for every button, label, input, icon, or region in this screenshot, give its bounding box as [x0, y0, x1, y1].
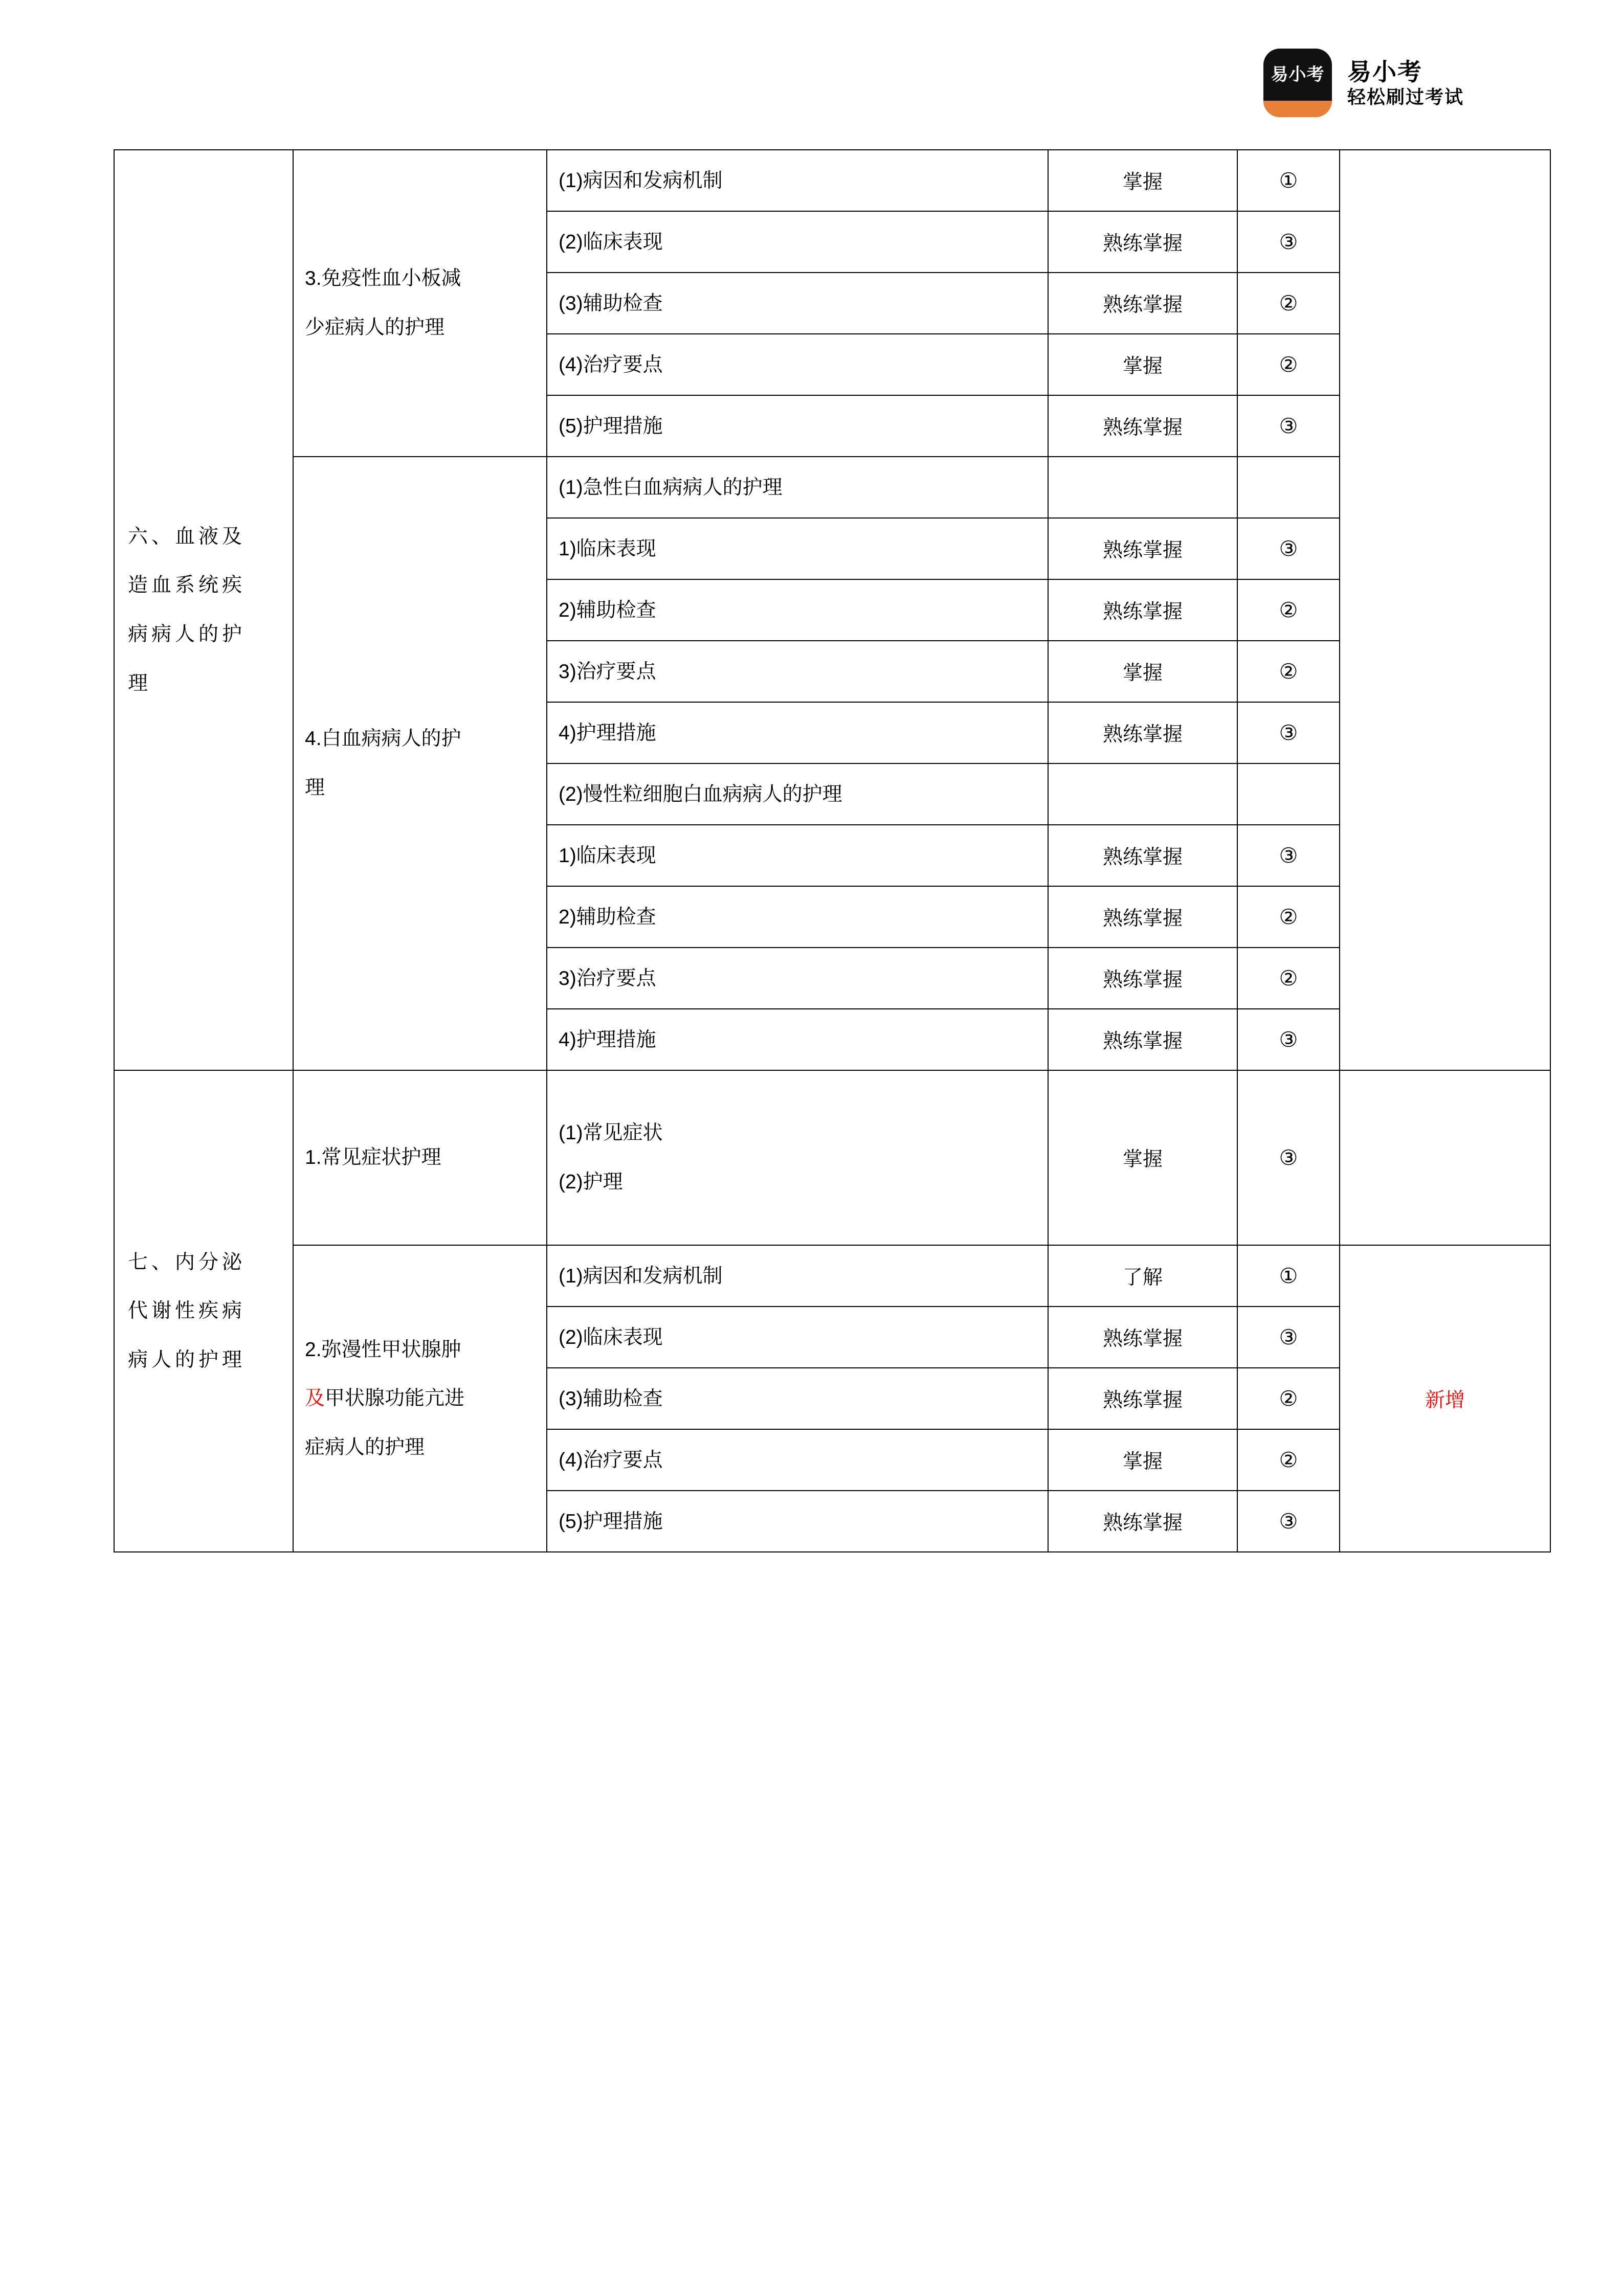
num-cell: [1237, 579, 1340, 641]
level-label: 掌握: [1122, 662, 1163, 684]
level-label: 熟练掌握: [1102, 724, 1183, 746]
level-label: 熟练掌握: [1102, 539, 1183, 561]
item-label: (2)临床表现: [559, 1326, 663, 1348]
level-label: 掌握: [1122, 1451, 1163, 1473]
num-cell: [1237, 1245, 1340, 1307]
note-badge-new: 新增: [1425, 1389, 1465, 1411]
item-label: (4)治疗要点: [559, 353, 663, 376]
item-cell: [547, 334, 1048, 395]
item-cell: [547, 395, 1048, 457]
level-cell: [1048, 518, 1237, 579]
level-cell: [1048, 1070, 1237, 1245]
num-cell: [1237, 1491, 1340, 1552]
brand-wordmark: [1347, 60, 1464, 106]
num-label: ②: [1279, 905, 1298, 929]
syllabus-table: [114, 149, 1551, 1552]
section-thyroid-line-3: 症病人的护理: [305, 1436, 425, 1458]
level-label: 熟练掌握: [1102, 601, 1183, 623]
num-label: ①: [1279, 1264, 1298, 1288]
chapter-seven-line-2: 代谢性疾病: [128, 1300, 246, 1322]
level-label: 熟练掌握: [1102, 1328, 1183, 1350]
section-itp-line-1: 3.免疫性血小板减: [305, 267, 461, 290]
num-label: ③: [1279, 414, 1298, 438]
level-label: 熟练掌握: [1102, 417, 1183, 439]
brand-name: 易小考: [1347, 58, 1422, 85]
level-label: 掌握: [1122, 171, 1163, 193]
note-cell-thyroid: [1340, 1245, 1550, 1552]
brand-slogan: 轻松刷过考试: [1347, 86, 1464, 107]
num-cell: [1237, 1429, 1340, 1491]
num-label: ①: [1279, 169, 1298, 192]
section-cell-thyroid: [293, 1245, 547, 1552]
num-label: ③: [1279, 230, 1298, 254]
section-cell-common-symptom: [293, 1070, 547, 1245]
table-row: [114, 1245, 1550, 1307]
level-cell: [1048, 641, 1237, 702]
chapter-six-line-1: 六、血液及: [128, 525, 246, 548]
level-label: 熟练掌握: [1102, 1030, 1183, 1052]
item-label: 3)治疗要点: [559, 967, 656, 989]
item-cell: [547, 1368, 1048, 1429]
item-label: 4)护理措施: [559, 1028, 656, 1051]
chapter-seven-line-1: 七、内分泌: [128, 1251, 246, 1273]
level-cell: [1048, 825, 1237, 886]
level-label: 熟练掌握: [1102, 846, 1183, 868]
num-cell: [1237, 334, 1340, 395]
subheader-cell: [547, 457, 1048, 518]
subheader-cell: [547, 763, 1048, 825]
level-label: 熟练掌握: [1102, 908, 1183, 930]
num-label: ②: [1279, 966, 1298, 990]
num-label: ③: [1279, 537, 1298, 560]
num-cell: [1237, 886, 1340, 948]
num-cell: [1237, 1368, 1340, 1429]
num-label: ③: [1279, 721, 1298, 745]
num-label: ③: [1279, 1510, 1298, 1533]
level-cell: [1048, 457, 1237, 518]
section-common-symptom-lines: [294, 1133, 546, 1182]
level-label: 熟练掌握: [1102, 1512, 1183, 1534]
brand-logo-text: 易小考: [1271, 65, 1325, 84]
item-label: (2)护理: [559, 1171, 623, 1193]
num-label: ③: [1279, 1146, 1298, 1169]
item-label: (2)临床表现: [559, 231, 663, 253]
level-cell: [1048, 1307, 1237, 1368]
num-cell: [1237, 702, 1340, 763]
level-cell: [1048, 395, 1237, 457]
level-cell: [1048, 948, 1237, 1009]
section-common-symptom-line-1: 1.常见症状护理: [305, 1146, 441, 1169]
table-row: [114, 150, 1550, 211]
level-cell: [1048, 763, 1237, 825]
num-cell: [1237, 641, 1340, 702]
item-cell: [547, 579, 1048, 641]
level-cell: [1048, 211, 1237, 273]
level-label: 掌握: [1122, 1149, 1163, 1170]
level-label: 熟练掌握: [1102, 294, 1183, 316]
num-cell: [1237, 1307, 1340, 1368]
num-label: ②: [1279, 353, 1298, 376]
note-cell-six: [1340, 150, 1550, 1070]
section-cell-leukemia: [293, 457, 547, 1070]
item-cell: [547, 1245, 1048, 1307]
item-label: (5)护理措施: [559, 415, 663, 437]
note-cell: [1340, 1070, 1550, 1245]
item-group: [547, 1109, 1048, 1206]
section-itp-line-2: 少症病人的护理: [305, 317, 445, 339]
level-cell: [1048, 1368, 1237, 1429]
num-label: ③: [1279, 1028, 1298, 1051]
section-thyroid-highlight: 及: [305, 1387, 325, 1410]
num-cell: [1237, 211, 1340, 273]
item-label: (5)护理措施: [559, 1510, 663, 1533]
level-label: 熟练掌握: [1102, 1389, 1183, 1411]
num-label: ②: [1279, 1387, 1298, 1410]
subheader-label: (2)慢性粒细胞白血病病人的护理: [559, 783, 842, 805]
section-thyroid-line-1: 2.弥漫性甲状腺肿: [305, 1338, 461, 1361]
item-cell: [547, 886, 1048, 948]
level-cell: [1048, 1491, 1237, 1552]
item-label: 1)临床表现: [559, 537, 656, 560]
num-cell: [1237, 1070, 1340, 1245]
brand-header: [1263, 49, 1464, 117]
num-cell: [1237, 1009, 1340, 1070]
level-cell: [1048, 1245, 1237, 1307]
table-row: [114, 457, 1550, 518]
num-cell: [1237, 273, 1340, 334]
item-label: (3)辅助检查: [559, 292, 663, 314]
item-cell: [547, 702, 1048, 763]
item-cell: [547, 948, 1048, 1009]
section-leukemia-lines: [294, 714, 546, 812]
num-label: ②: [1279, 660, 1298, 683]
item-cell: [547, 150, 1048, 211]
num-label: ②: [1279, 291, 1298, 315]
chapter-seven-lines: [115, 1238, 293, 1385]
level-label: 掌握: [1122, 355, 1163, 377]
num-cell: [1237, 825, 1340, 886]
item-label: (1)常见症状: [559, 1122, 663, 1144]
level-cell: [1048, 886, 1237, 948]
chapter-six-line-2: 造血系统疾: [128, 574, 246, 597]
level-label: 熟练掌握: [1102, 233, 1183, 255]
section-thyroid-line-2: [305, 1374, 535, 1423]
level-cell: [1048, 579, 1237, 641]
item-cell: [547, 1009, 1048, 1070]
level-cell: [1048, 1429, 1237, 1491]
level-cell: [1048, 150, 1237, 211]
item-label: 4)护理措施: [559, 722, 656, 744]
brand-logo-stripe: [1263, 101, 1332, 117]
num-cell: [1237, 395, 1340, 457]
num-cell: [1237, 457, 1340, 518]
level-cell: [1048, 334, 1237, 395]
section-cell-itp: [293, 150, 547, 457]
item-label: 1)临床表现: [559, 844, 656, 867]
item-cell: [547, 518, 1048, 579]
section-leukemia-line-2: 理: [305, 777, 325, 799]
subheader-label: (1)急性白血病病人的护理: [559, 476, 783, 499]
item-label: (1)病因和发病机制: [559, 1265, 723, 1287]
item-label: 2)辅助检查: [559, 906, 656, 928]
chapter-cell-seven: [114, 1070, 293, 1552]
item-label: (4)治疗要点: [559, 1449, 663, 1471]
num-label: ③: [1279, 1325, 1298, 1349]
item-cell: [547, 273, 1048, 334]
num-label: ②: [1279, 598, 1298, 622]
item-label: (3)辅助检查: [559, 1387, 663, 1410]
item-cell: [547, 825, 1048, 886]
section-leukemia-line-1: 4.白血病病人的护: [305, 728, 461, 750]
item-label: 3)治疗要点: [559, 660, 656, 683]
level-cell: [1048, 702, 1237, 763]
item-label: 2)辅助检查: [559, 599, 656, 621]
brand-logo-icon: [1263, 49, 1332, 117]
num-label: ③: [1279, 844, 1298, 867]
chapter-six-line-3: 病病人的护: [128, 623, 246, 645]
chapter-six-line-4: 理: [128, 672, 152, 694]
item-cell: [547, 641, 1048, 702]
level-cell: [1048, 273, 1237, 334]
num-cell: [1237, 948, 1340, 1009]
num-cell: [1237, 518, 1340, 579]
item-cell: [547, 1070, 1048, 1245]
num-cell: [1237, 150, 1340, 211]
level-label: 熟练掌握: [1102, 969, 1183, 991]
level-cell: [1048, 1009, 1237, 1070]
chapter-cell-six: [114, 150, 293, 1070]
section-thyroid-lines: [294, 1325, 546, 1472]
num-label: ②: [1279, 1448, 1298, 1472]
num-cell: [1237, 763, 1340, 825]
table-row: [114, 1070, 1550, 1245]
item-cell: [547, 1307, 1048, 1368]
item-label: (1)病因和发病机制: [559, 169, 723, 192]
section-itp-lines: [294, 254, 546, 352]
level-label: 了解: [1122, 1267, 1163, 1289]
chapter-seven-line-3: 病人的护理: [128, 1348, 246, 1371]
item-cell: [547, 1429, 1048, 1491]
chapter-six-lines: [115, 512, 293, 708]
item-cell: [547, 211, 1048, 273]
item-cell: [547, 1491, 1048, 1552]
section-thyroid-line-2-rest: 甲状腺功能亢进: [325, 1387, 465, 1410]
